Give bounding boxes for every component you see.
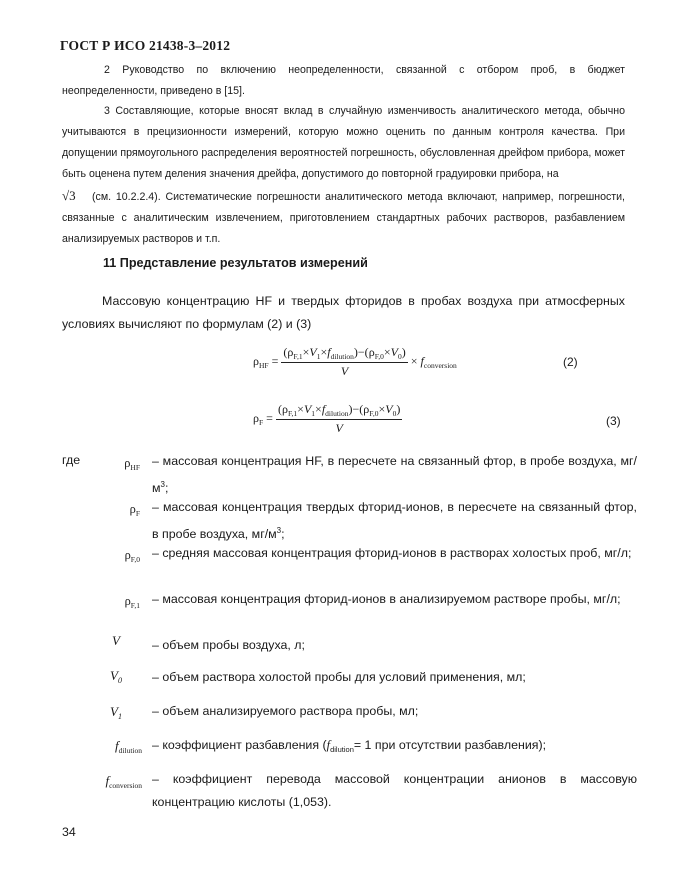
note-2: 2 Руководство по включению неопределенности, связанной с отбором проб, в бюджет неопределенности, приведено в [15]. (62, 64, 625, 97)
formula-3-fraction (276, 402, 402, 436)
symbol-sub: conversion (109, 781, 142, 790)
v-symbol: V (390, 345, 399, 359)
symbol: ρ (124, 594, 131, 608)
minus-sign: )−( (348, 402, 364, 416)
def-text: – коэффициент разбавления ( (152, 738, 327, 752)
sub-1: 1 (311, 409, 316, 418)
def-text: – массовая концентрация твердых фторид-ионов, в пересчете на связанный фтор, в пробе воздуха, мг/м (152, 500, 637, 541)
symbol-sub: F,1 (130, 601, 140, 610)
times-sign: × (315, 402, 322, 416)
symbol: ρ (129, 502, 136, 516)
formula-2-numerator (281, 345, 407, 363)
def-tail: ; (281, 527, 285, 541)
superscript: 3 (276, 526, 282, 535)
sub-0: 0 (392, 409, 397, 418)
rho-symbol: ρ (281, 402, 288, 416)
rho-symbol: ρ (363, 402, 370, 416)
v-symbol: V (309, 345, 317, 359)
sub-f0: F,0 (369, 409, 379, 418)
sub-0: 0 (398, 352, 402, 361)
paren: ) (401, 345, 406, 359)
symbol-sub: 1 (118, 712, 122, 721)
formula-3 (253, 402, 402, 436)
def-tail: ; (164, 481, 169, 495)
formula-3-eq: = (266, 410, 273, 425)
times-sign: × (320, 345, 328, 359)
formula-2-lhs-sub: HF (259, 360, 269, 370)
equation-number-2: (2) (563, 355, 578, 369)
def-text-f-dilution (152, 734, 637, 761)
paren: ) (396, 402, 401, 416)
def-symbol-rho-f0 (60, 548, 140, 564)
symbol-sub: F,0 (130, 555, 140, 564)
symbol: ρ (124, 548, 131, 562)
times-sign: × (383, 345, 391, 359)
formula-2-denominator: V (340, 364, 349, 378)
formula-3-lhs-sub: F (259, 417, 264, 427)
def-symbol-v (50, 633, 120, 649)
formula-2-fraction (281, 345, 407, 379)
def-text-v: – объем пробы воздуха, л; (152, 638, 305, 652)
def-symbol-rho-f1 (60, 594, 140, 610)
section-title: 11 Представление результатов измерений (103, 256, 368, 270)
page-number: 34 (62, 825, 76, 839)
def-symbol-v0 (50, 668, 122, 685)
paren: ( (283, 345, 288, 359)
formula-3-denominator: V (335, 421, 343, 435)
sub-1: 1 (316, 352, 321, 361)
sqrt-3-symbol: √3 (62, 188, 76, 203)
def-symbol-f-dilution (50, 738, 142, 755)
formula-3-numerator (276, 402, 402, 420)
inline-f-sub: dilution (330, 745, 354, 754)
paren: ( (277, 402, 282, 416)
rho-symbol: ρ (368, 345, 375, 359)
f-symbol: f (327, 345, 331, 359)
where-label: где (62, 453, 81, 467)
def-symbol-f-conversion (50, 773, 142, 790)
note-3-part-a: 3 Составляющие, которые вносят вклад в случайную изменчивость аналитического метода, обычно учитываются в прецизионности измерений, которую можно оценить по данным контроля качества. При допущении прямоугольного распределения вероятностей погрешность, обусловленная дрейфом прибора, может быть оценена путем деления значения дрейфа, допустимого до повторной градуировки прибора, на (62, 105, 625, 180)
def-text: – массовая концентрация HF, в пересчете на связанный фтор, в пробе воздуха, мг/м (152, 454, 637, 495)
symbol: f (115, 738, 119, 753)
sub-f1: F,1 (287, 409, 298, 418)
formula-2-times: × (410, 353, 418, 368)
document-header: ГОСТ Р ИСО 21438-3–2012 (60, 38, 231, 53)
def-text-rho-f1: – массовая концентрация фторид-ионов в анализируемом растворе пробы, мг/л; (152, 592, 621, 606)
sub-dilution: dilution (325, 409, 349, 418)
formula-2-fconv: f (420, 353, 424, 368)
minus-sign: )−( (353, 345, 369, 359)
formula-2-fconv-sub: conversion (423, 360, 457, 370)
def-text-rho-f0: – средняя массовая концентрация фторид-ионов в растворах холостых проб, мг/л; (152, 546, 632, 560)
note-3-part-b: (см. 10.2.2.4). Систематические погрешности аналитического метода включают, например, погрешности, связанные с аналитическим извлечением, приготовлением стандартных рабочих растворов, разбавлением анализируемых растворов и т.п. (62, 191, 625, 245)
inline-f: f (326, 738, 331, 752)
def-symbol-v1 (50, 704, 122, 721)
sub-f0: F,0 (374, 352, 384, 361)
times-sign: × (302, 345, 310, 359)
symbol-sub: dilution (118, 746, 142, 755)
def-text-v1: – объем анализируемого раствора пробы, мл; (152, 704, 419, 718)
symbol: f (105, 773, 110, 788)
symbol: V (112, 633, 120, 648)
symbol-sub: HF (130, 463, 140, 472)
rho-symbol: ρ (287, 345, 294, 359)
times-sign: × (378, 402, 386, 416)
superscript: 3 (160, 480, 165, 489)
formula-2 (253, 345, 457, 379)
f-symbol: f (321, 402, 326, 416)
note-3-part-b-container (62, 185, 625, 250)
sub-dilution: dilution (330, 352, 354, 361)
def-symbol-rho-hf (60, 456, 140, 472)
v-symbol: V (303, 402, 312, 416)
symbol: V (110, 668, 118, 683)
symbol-sub: F (135, 509, 140, 518)
intro-paragraph: Массовую концентрацию HF и твердых фторидов в пробах воздуха при атмосферных условиях вычисляют по формулам (2) и (3) (62, 294, 625, 331)
v-symbol: V (385, 402, 393, 416)
symbol-sub: 0 (118, 676, 122, 685)
times-sign: × (297, 402, 304, 416)
def-text: = 1 при отсутствии разбавления); (353, 738, 547, 752)
def-text-v0: – объем раствора холостой пробы для условий применения, мл; (152, 670, 526, 684)
symbol: ρ (124, 456, 131, 470)
formula-2-lhs: ρ (253, 353, 259, 368)
def-text-f-conversion: – коэффициент перевода массовой концентрации анионов в массовую концентрацию кислоты (1,053). (152, 772, 637, 809)
def-text-rho-hf (152, 450, 637, 500)
symbol: V (110, 704, 118, 719)
def-symbol-rho-f (60, 502, 140, 518)
def-text-rho-f (152, 496, 637, 546)
sub-f1: F,1 (293, 352, 303, 361)
formula-3-lhs: ρ (253, 410, 259, 425)
formula-2-eq: = (271, 353, 279, 368)
equation-number-3: (3) (606, 414, 621, 428)
